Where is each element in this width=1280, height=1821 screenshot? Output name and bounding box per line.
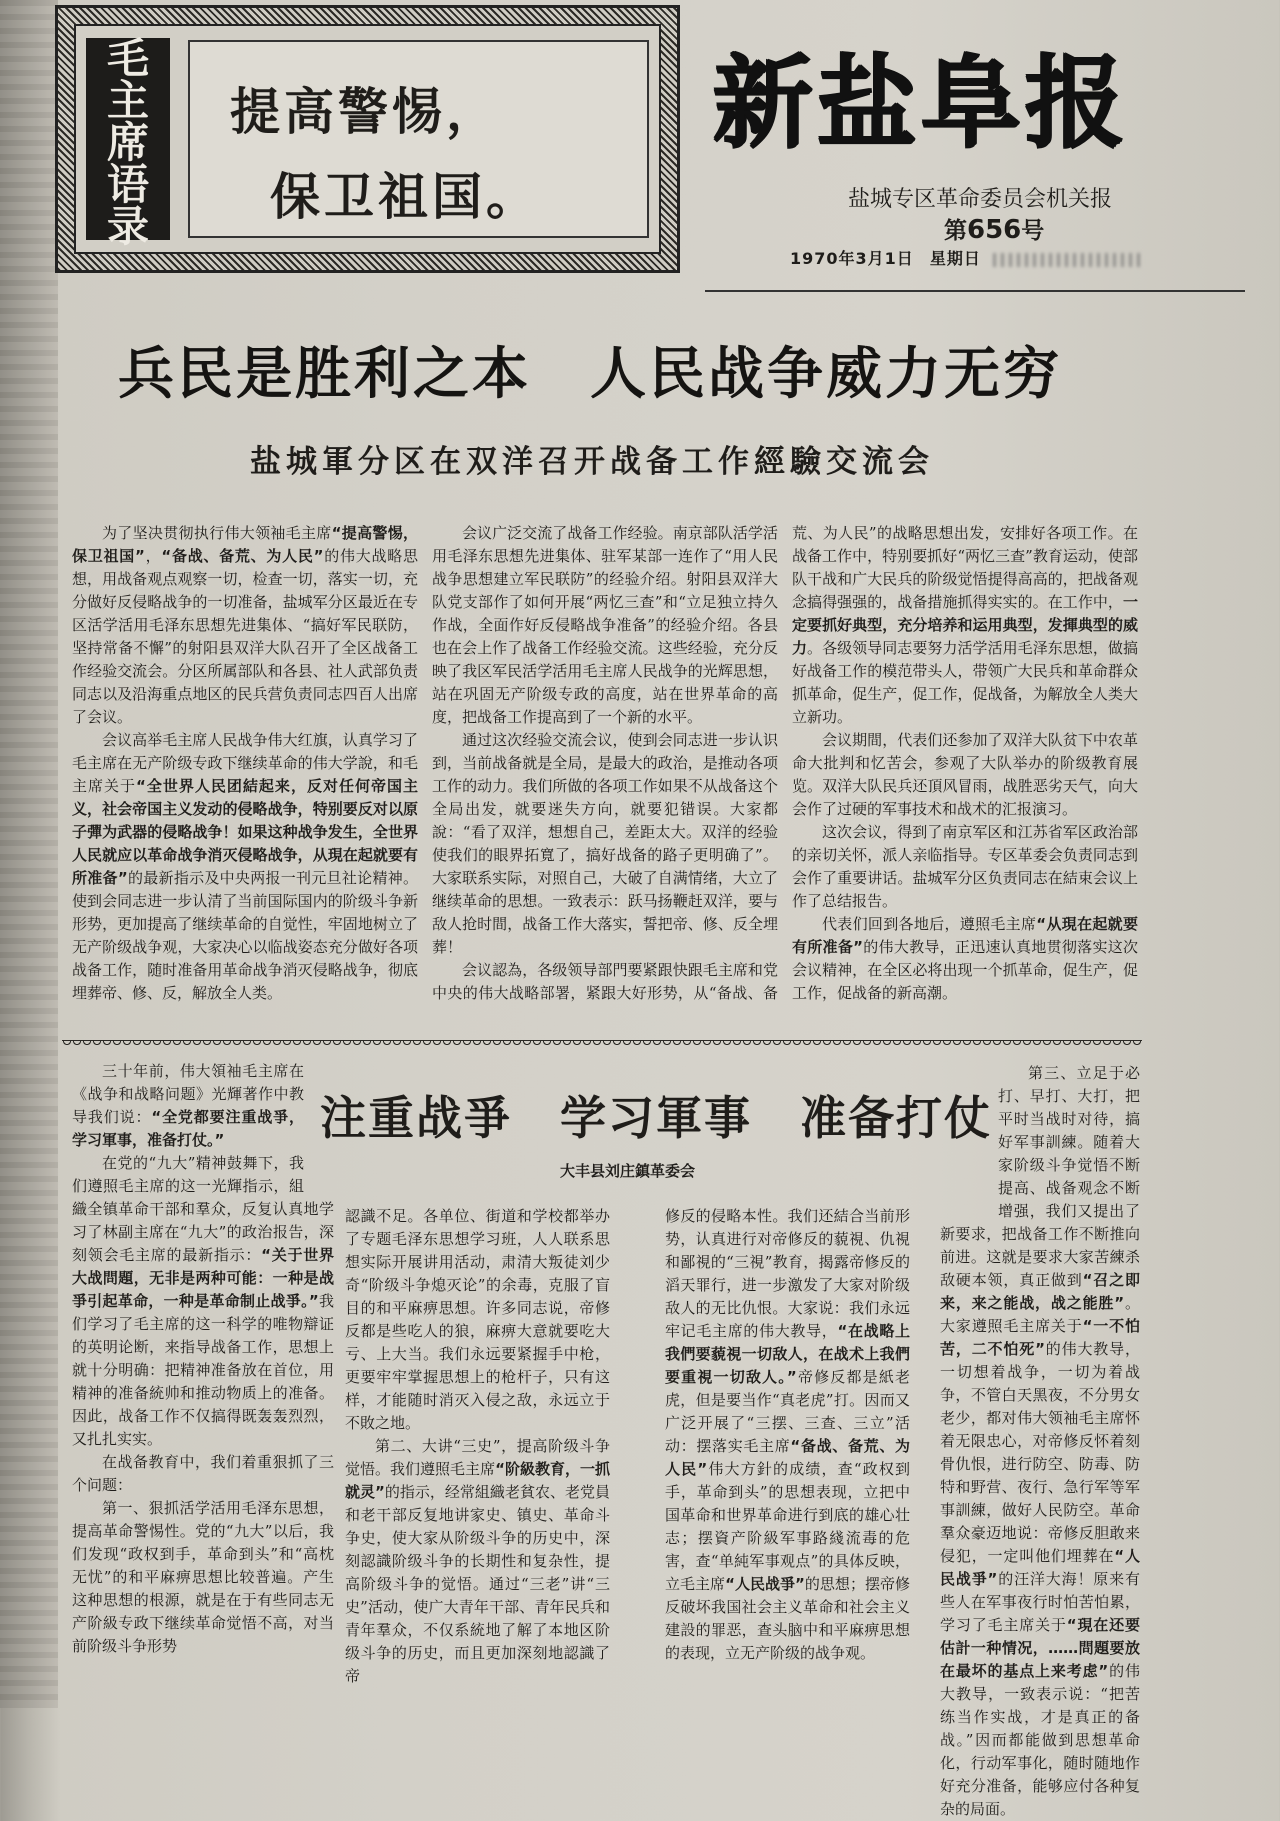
text-run: 修反的侵略本性。我们还結合当前形势，认真进行对帝修反的藐視、仇視和鄙視的“三視”教育，揭露帝修反的滔天罪行，进一步激发了大家对阶级敌人的无比仇恨。大家说：我们永远牢记毛主席的伟大教导， — [665, 1207, 910, 1340]
issue-number — [944, 212, 1044, 245]
quotations-label-char: 录 — [106, 202, 149, 251]
article-paragraph — [72, 1060, 334, 1152]
article-paragraph — [665, 1205, 910, 1665]
emphasized-quote: “全世界人民团結起来，反对任何帝国主义，社会帝国主义发动的侵略战争，特别要反对以原子彈为武器的侵略战争！如果这种战争发生，全世界人民就应以革命战争消灭侵略战争，从現在起就要有所准备” — [72, 777, 418, 887]
blurred-text — [993, 253, 1143, 267]
text-run: 帝修反都是紙老虎，但是要当作“真老虎”打。因而又广泛开展了“三摆、三查、三立”活动：摆落实毛主席 — [665, 1368, 910, 1455]
second-byline: 大丰县刘庄鎮革委会 — [560, 1162, 696, 1180]
quotations-label-char: 语 — [106, 160, 149, 209]
article-paragraph — [72, 1451, 334, 1497]
text-run: 的伟大战略思想，用战备观点观察一切，检查一切，落实一切，充分做好反侵略战争的一切准备，盐城军分区最近在专区活学活用毛泽东思想先进集体、“搞好军民联防，坚持常备不懈”的射阳县双洋大队召开了全区战备工作经验交流会。分区所属部队和各县、社人武部负责同志以及沿海重点地区的民兵营负责同志四百人出席了会议。 — [72, 547, 418, 726]
article-paragraph — [792, 729, 1138, 821]
article-paragraph — [345, 1205, 610, 1435]
text-run: 通过这次经验交流会议，使到会同志进一步认识到，当前战备就是全局，是最大的政治，是推动各项工作的动力。我们所做的各项工作如果不从战备这个全局出发，就要迷失方向，就要犯错误。大家都說：“看了双洋，想想自己，差距太大。双洋的经验使我们的眼界拓寬了，搞好战备的路子更明确了”。大家联系实际，对照自己，大破了自满情绪，大立了继续革命的思想。一致表示：跃马扬鞭赶双洋，要与敌人抢时間，战备工作大落实，誓把帝、修、反全埋葬！ — [432, 731, 778, 956]
issue-prefix: 第 — [944, 218, 967, 244]
emphasized-quote: “人民战爭” — [725, 1575, 805, 1593]
text-run: ， — [144, 547, 162, 565]
text-run: 認識不足。各单位、街道和学校都举办了专题毛泽东思想学习班，人人联系思想实际开展讲用活动，肃清大叛徒刘少奇“阶级斗争熄灭论”的余毒，克服了盲目的和平麻痹思想。许多同志说，帝修反都是些吃人的狼，麻痹大意就要吃大亏、上大当。我们永远要紧握手中枪，更要牢牢掌握思想上的枪杆子，只有这样，才能随时消灭入侵之敌，永远立于不敗之地。 — [345, 1207, 610, 1432]
text-run: 的汪洋大海！原来有些人在军事夜行时怕苦怕累，学习了毛主席关于 — [940, 1570, 1140, 1634]
article-paragraph — [72, 1152, 334, 1451]
article-paragraph — [345, 1435, 610, 1688]
text-run: 代表们回到各地后，遵照毛主席 — [822, 915, 1037, 933]
lead-subheadline: 盐城軍分区在双洋召开战备工作經驗交流会 — [250, 444, 934, 480]
lead-headline: 兵民是胜利之本 人民战争威力无穷 — [118, 341, 1062, 407]
dateline — [790, 246, 1143, 269]
article-paragraph — [432, 729, 778, 959]
quotation-line-1: 提高警惕， — [230, 82, 500, 141]
publisher-line: 盐城专区革命委员会机关报 — [848, 187, 1113, 212]
article-paragraph — [72, 1497, 334, 1658]
article-paragraph — [792, 821, 1138, 913]
emphasized-quote: 一定要抓好典型，充分培养和运用典型，发揮典型的威力 — [792, 593, 1138, 657]
text-run: 会议認為，各级领导部門要紧跟快跟毛主席和党中央的伟大战略部署，紧跟大好形势，从“备战、备荒、为人民”的战略思想出发，安排好各项工作。在战备工作中，特别要抓好“两忆三查”教育运动，使部队干战和广大民兵的阶级觉悟提得高高的，把战备观念搞得强强的，战备措施抓得实实的。在工作中， — [432, 524, 1138, 1002]
quotations-label — [86, 34, 170, 251]
text-run: 伟大方針的成绩，查“政权到手，革命到头”的思想表现，立把中国革命和世界革命进行到底的雄心壮志；摆資产阶級军事路綫流毒的危害，查“单純军事观点”的具体反映，立毛主席 — [665, 1460, 911, 1593]
lead-article-body — [72, 522, 1138, 1005]
quotations-label-char: 席 — [106, 118, 149, 167]
emphasized-quote: “备战、备荒、为人民” — [161, 547, 324, 565]
emphasized-quote: “召之即来，来之能战，战之能胜” — [940, 1271, 1140, 1312]
article-paragraph — [792, 913, 1138, 1005]
emphasized-quote: “一不怕苦，二不怕死” — [940, 1317, 1140, 1358]
text-run: 的思想；摆帝修反破坏我国社会主义革命和社会主义建設的罪恶，查头脑中和平麻痹思想的表现，立无产阶级的战争观。 — [665, 1575, 910, 1662]
second-article-column-4 — [940, 1062, 1140, 1821]
article-paragraph — [72, 729, 418, 1005]
section-divider — [62, 1040, 1142, 1047]
second-article-column-3 — [665, 1205, 910, 1665]
emphasized-quote: “备战、备荒、为人民” — [665, 1437, 910, 1478]
text-run: 在战备教育中，我们着重狠抓了三个问题： — [72, 1453, 334, 1494]
quotations-label-char: 毛 — [106, 34, 149, 83]
text-run: 。大家遵照毛主席关于 — [940, 1294, 1140, 1335]
quotation-box-inner — [74, 24, 661, 254]
text-run: 我们学习了毛主席的这一科学的唯物辯证的英明论断，来指导战备工作，思想上就十分明确：把精神准备放在首位，用精神的准备統帅和推动物质上的准备。因此，战备工作不仅搞得既轰轰烈烈，又扎扎实实。 — [72, 1292, 334, 1448]
text-run: 会议广泛交流了战备工作经验。南京部队活学活用毛泽东思想先进集体、驻军某部一连作了“用人民战争思想建立军民联防”的经验介绍。射阳县双洋大队党支部作了如何开展“两忆三查”和“立足独立持久作战，全面作好反侵略战争准备”的经验介绍。各县也在会上作了战备工作经验交流。这些经验，充分反映了我区军民活学活用毛主席人民战争的光辉思想，站在巩固无产阶级专政的高度，站在世界革命的高度，把战备工作提高到了一个新的水平。 — [432, 524, 778, 726]
text-run: 三十年前，伟大領袖毛主席在《战争和战略问题》光輝著作中教导我们说： — [72, 1062, 304, 1126]
text-run: 。各级领导同志要努力活学活用毛泽东思想，做搞好战备工作的模范带头人，带领广大民兵和革命群众抓革命，促生产，促工作，促战备，为解放全人类大立新功。 — [792, 639, 1138, 726]
second-article-column-2 — [345, 1205, 610, 1688]
emphasized-quote: “阶級教育，一抓就灵” — [345, 1460, 610, 1501]
emphasized-quote: “从現在起就要有所准备” — [792, 915, 1138, 956]
emphasized-quote: “人民战爭” — [940, 1547, 1140, 1588]
text-run: 的伟大教导，一致表示说：“把苦练当作实战，才是真正的备战。”因而都能做到思想革命化，行动军事化，随时随地作好充分准备，能够应付各种复杂的局面。 — [940, 1662, 1140, 1818]
text-run: 为了坚决贯彻执行伟大领袖毛主席 — [102, 524, 332, 542]
layout-spacer — [304, 1060, 334, 1180]
issue-number-value: 656 — [967, 215, 1022, 245]
text-run: 的指示，经常組織老貧农、老党員和老干部反复地讲家史、镇史、革命斗争史，使大家从阶级斗争的历史中，深刻認識阶级斗争的长期性和复杂性，提高阶级斗争的觉悟。通过“三老”讲“三史”活动，使广大青年干部、青年民兵和青年羣众，不仅系統地了解了本地区阶级斗争的历史，而且更加深刻地認識了帝 — [345, 1483, 610, 1685]
emphasized-quote: “全党都要注重战爭，学习軍事，准备打仗。” — [72, 1108, 304, 1149]
second-headline: 注重战爭 学习軍事 准备打仗 — [320, 1091, 992, 1145]
layout-spacer — [940, 1062, 998, 1205]
second-article-column-1 — [72, 1060, 334, 1658]
text-run: 的最新指示及中央两报一刊元旦社论精神。使到会同志进一步认清了当前国际国内的阶级斗争新形势，更加提高了继续革命的自觉性，牢固地树立了无产阶级战争观，大家决心以临战姿态充分做好各项战备工作，随时准备用革命战争消灭侵略战争，彻底埋葬帝、修、反，解放全人类。 — [72, 869, 418, 1002]
text-run: 这次会议，得到了南京军区和江苏省军区政治部的亲切关怀，派人亲临指导。专区革委会负责同志到会作了重要讲话。盐城军分区负责同志在結束会议上作了总结报告。 — [792, 823, 1138, 910]
newspaper-title: 新盐阜报 — [712, 44, 1128, 161]
issue-weekday: 星期日 — [929, 249, 981, 268]
text-run: 工作不断推向前进。这就是要求大家苦練杀敌硬本领，真正做到 — [940, 1225, 1140, 1289]
issue-date: 1970年3月1日 — [790, 249, 914, 268]
masthead-rule — [705, 290, 1245, 292]
quotation-line-2: 保卫祖国。 — [270, 167, 540, 226]
issue-suffix: 号 — [1021, 218, 1045, 244]
quotations-label-char: 主 — [106, 76, 149, 125]
emphasized-quote: “在战略上我們要藐視一切敌人，在战术上我們要重視一切敌人。” — [665, 1322, 910, 1386]
text-run: 第三、立足于必打、早打、大打，把平时当战时对待，搞好军事訓練。随着大家阶级斗争觉悟不断提高、战备观念不断增强，我们又提出了新要求，把战备 — [940, 1064, 1140, 1243]
text-run: 会议高举毛主席人民战争伟大红旗，认真学习了毛主席在无产阶级专政下继续革命的伟大学說，和毛主席关于 — [72, 731, 418, 795]
emphasized-quote: “提高警惕，保卫祖国” — [72, 524, 418, 565]
text-run: 第一、狠抓活学活用毛泽东思想，提高革命警惕性。党的“九大”以后，我们发现“政权到手，革命到头”和“高枕无忧”的和平麻痹思想比较普遍。产生这种思想的根源，就是在于有些同志无产阶級专政下继续革命觉悟不高，对当前阶级斗争形势 — [72, 1499, 334, 1655]
quotation-text — [188, 40, 649, 238]
text-run: 的伟大教导，一切想着战争，一切为着战争，不管白天黑夜，不分男女老少，都对伟大领袖毛主席怀着无限忠心，对帝修反怀着刻骨仇恨，进行防空、防毒、防特和野营、夜行、急行军等军事訓練，做好人民防空。革命羣众豪迈地说：帝修反胆敢来侵犯，一定叫他们埋葬在 — [940, 1340, 1140, 1565]
article-paragraph — [72, 522, 418, 729]
page-binding-edge — [0, 0, 58, 1708]
emphasized-quote: “現在还要估計一种情况，……問題要放在最坏的基点上来考虑” — [940, 1616, 1140, 1680]
text-run: 第二、大讲“三史”，提高阶级斗争觉悟。我们遵照毛主席 — [345, 1437, 610, 1478]
text-run: 在党的“九大”精神鼓舞下，我们遵照毛主席的这一光輝指示，組織全镇革命干部和羣众，反复认真地学习了林副主席在“九大”的政治报告，深刻领会毛主席的最新指示： — [72, 1154, 334, 1264]
text-run: 会议期間，代表们还参加了双洋大队贫下中农革命大批判和忆苦会，参观了大队举办的阶级教育展览。双洋大队民兵还頂风冒雨，战胜恶劣天气，向大会作了过硬的军事技术和战术的汇报演习。 — [792, 731, 1138, 818]
emphasized-quote: “关于世界大战問題，无非是两种可能：一种是战爭引起革命，一种是革命制止战爭。” — [72, 1246, 334, 1310]
quotation-box — [55, 5, 680, 273]
article-paragraph — [432, 522, 778, 729]
text-run: 的伟大教导，正迅速认真地贯彻落实这次会议精神，在全区必将出现一个抓革命，促生产，促工作，促战备的新高潮。 — [792, 938, 1138, 1002]
